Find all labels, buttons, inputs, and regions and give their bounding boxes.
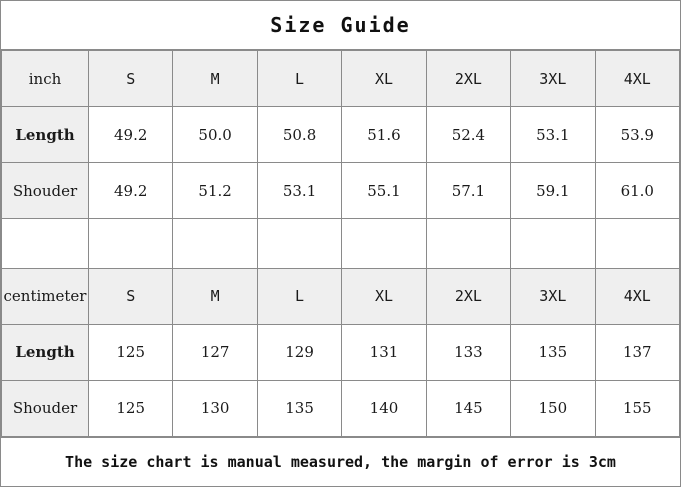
cell-length-cm-s: 125 <box>89 324 173 380</box>
spacer-cell-1 <box>89 219 173 269</box>
cell-length-inch-4xl: 53.9 <box>595 107 679 163</box>
size-header-xl-inch: XL <box>342 51 426 107</box>
cell-shouder-cm-xl: 140 <box>342 380 426 436</box>
spacer-cell-7 <box>595 219 679 269</box>
table-row-length-centimeter <box>2 324 680 380</box>
spacer-cell-2 <box>173 219 257 269</box>
cell-shouder-inch-xl: 55.1 <box>342 163 426 219</box>
cell-shouder-inch-l: 53.1 <box>257 163 341 219</box>
cell-shouder-cm-l: 135 <box>257 380 341 436</box>
cell-length-inch-l: 50.8 <box>257 107 341 163</box>
table-row-shouder-inch <box>2 163 680 219</box>
size-header-3xl-inch: 3XL <box>511 51 595 107</box>
cell-length-cm-3xl: 135 <box>511 324 595 380</box>
row-label-shouder-cm: Shouder <box>2 380 89 436</box>
size-header-4xl-cm: 4XL <box>595 268 679 324</box>
spacer-cell-4 <box>342 219 426 269</box>
size-header-3xl-cm: 3XL <box>511 268 595 324</box>
size-header-2xl-inch: 2XL <box>426 51 510 107</box>
cell-shouder-inch-2xl: 57.1 <box>426 163 510 219</box>
cell-shouder-inch-4xl: 61.0 <box>595 163 679 219</box>
unit-label-inch: inch <box>2 51 89 107</box>
size-header-4xl-inch: 4XL <box>595 51 679 107</box>
cell-shouder-cm-3xl: 150 <box>511 380 595 436</box>
cell-length-cm-2xl: 133 <box>426 324 510 380</box>
cell-shouder-inch-3xl: 59.1 <box>511 163 595 219</box>
size-header-m-inch: M <box>173 51 257 107</box>
table-row-units-inch <box>2 51 680 107</box>
cell-shouder-cm-2xl: 145 <box>426 380 510 436</box>
page-title: Size Guide <box>1 1 680 50</box>
cell-shouder-cm-4xl: 155 <box>595 380 679 436</box>
spacer-cell-5 <box>426 219 510 269</box>
table-row-shouder-centimeter <box>2 380 680 436</box>
row-label-shouder-inch: Shouder <box>2 163 89 219</box>
cell-length-inch-m: 50.0 <box>173 107 257 163</box>
row-label-length-cm: Length <box>2 324 89 380</box>
size-header-xl-cm: XL <box>342 268 426 324</box>
size-header-m-cm: M <box>173 268 257 324</box>
unit-label-centimeter: centimeter <box>2 268 89 324</box>
spacer-cell-6 <box>511 219 595 269</box>
cell-length-cm-l: 129 <box>257 324 341 380</box>
spacer-cell-3 <box>257 219 341 269</box>
cell-length-inch-3xl: 53.1 <box>511 107 595 163</box>
row-label-length-inch: Length <box>2 107 89 163</box>
cell-length-inch-xl: 51.6 <box>342 107 426 163</box>
cell-length-inch-2xl: 52.4 <box>426 107 510 163</box>
cell-length-cm-m: 127 <box>173 324 257 380</box>
table-row-spacer <box>2 219 680 269</box>
cell-length-cm-4xl: 137 <box>595 324 679 380</box>
measurement-disclaimer: The size chart is manual measured, the margin of error is 3cm <box>1 437 680 486</box>
cell-shouder-cm-s: 125 <box>89 380 173 436</box>
table-row-units-centimeter <box>2 268 680 324</box>
size-chart-table <box>1 50 680 437</box>
size-header-s-cm: S <box>89 268 173 324</box>
cell-length-inch-s: 49.2 <box>89 107 173 163</box>
cell-shouder-inch-s: 49.2 <box>89 163 173 219</box>
table-row-length-inch <box>2 107 680 163</box>
size-header-s-inch: S <box>89 51 173 107</box>
size-header-l-inch: L <box>257 51 341 107</box>
cell-shouder-cm-m: 130 <box>173 380 257 436</box>
size-header-2xl-cm: 2XL <box>426 268 510 324</box>
spacer-cell-0 <box>2 219 89 269</box>
cell-length-cm-xl: 131 <box>342 324 426 380</box>
size-header-l-cm: L <box>257 268 341 324</box>
cell-shouder-inch-m: 51.2 <box>173 163 257 219</box>
